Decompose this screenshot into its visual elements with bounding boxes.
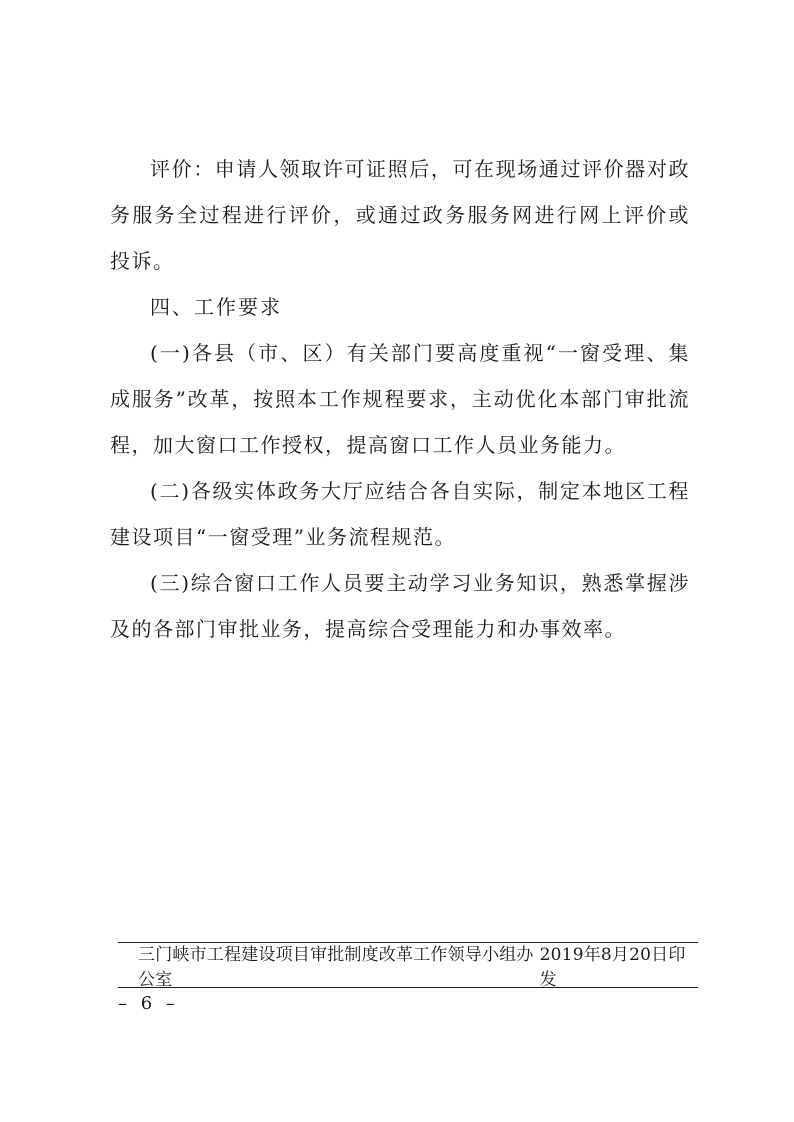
document-body [110, 146, 690, 652]
paragraph-evaluation: 评价：申请人领取许可证照后，可在现场通过评价器对政务服务全过程进行评价，或通过政务服务网进行网上评价或投诉。 [110, 157, 690, 273]
paragraph-requirement-1: (一)各县（市、区）有关部门要高度重视“一窗受理、集成服务”改革，按照本工作规程要求，主动优化本部门审批流程，加大窗口工作授权，提高窗口工作人员业务能力。 [110, 341, 690, 457]
paragraph-requirement-3: (三)综合窗口工作人员要主动学习业务知识，熟悉掌握涉及的各部门审批业务，提高综合受理能力和办事效率。 [110, 571, 690, 641]
issuance-footer [118, 942, 698, 988]
page-number: – 6 – [118, 993, 179, 1014]
issuer-name: 三门峡市工程建设项目审批制度改革工作领导小组办公室 [138, 945, 534, 990]
paragraph-requirement-2: (二)各级实体政务大厅应结合各自实际，制定本地区工程建设项目“一窗受理”业务流程规范。 [110, 479, 690, 549]
section-heading-work-requirements: 四、工作要求 [150, 295, 282, 319]
issue-date: 2019年8月20日印发 [539, 945, 686, 990]
footer-row [118, 943, 698, 990]
